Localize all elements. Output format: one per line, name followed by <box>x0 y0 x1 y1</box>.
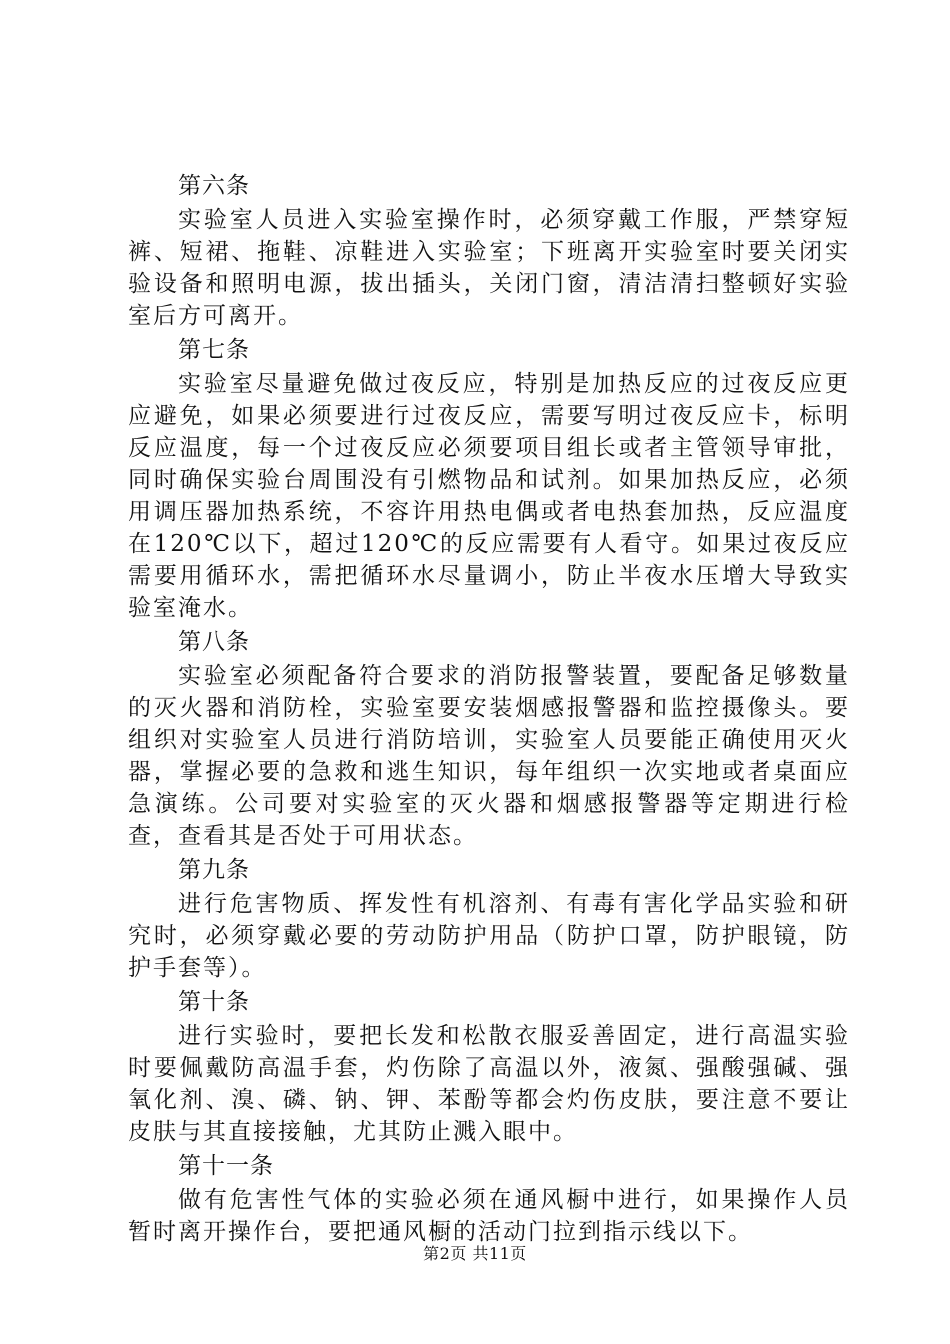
article-body: 进行危害物质、挥发性有机溶剂、有毒有害化学品实验和研究时，必须穿戴必要的劳动防护用品（防护口罩，防护眼镜，防护手套等）。 <box>128 891 850 981</box>
page-number-label: 第2页 共11页 <box>423 1244 527 1263</box>
article-section <box>128 626 850 852</box>
page-footer <box>0 1244 950 1264</box>
article-heading: 第八条 <box>178 629 250 655</box>
article-heading: 第六条 <box>178 173 250 199</box>
article-section <box>128 1150 850 1248</box>
article-section <box>128 986 850 1148</box>
article-section <box>128 334 850 624</box>
article-body: 实验室必须配备符合要求的消防报警装置，要配备足够数量的灭火器和消防栓，实验室要安装烟感报警器和监控摄像头。要组织对实验室人员进行消防培训，实验室人员要能正确使用灭火器，掌握必要的急救和逃生知识，每年组织一次实地或者桌面应急演练。公司要对实验室的灭火器和烟感报警器等定期进行检查，查看其是否处于可用状态。 <box>128 663 850 849</box>
article-heading: 第九条 <box>178 857 250 883</box>
article-body: 进行实验时，要把长发和松散衣服妥善固定，进行高温实验时要佩戴防高温手套，灼伤除了高温以外，液氮、强酸强碱、强氧化剂、溴、磷、钠、钾、苯酚等都会灼伤皮肤，要注意不要让皮肤与其直接接触，尤其防止溅入眼中。 <box>128 1023 850 1145</box>
article-section <box>128 170 850 332</box>
article-body: 实验室人员进入实验室操作时，必须穿戴工作服，严禁穿短裤、短裙、拖鞋、凉鞋进入实验室；下班离开实验室时要关闭实验设备和照明电源，拔出插头，关闭门窗，清洁清扫整顿好实验室后方可离开。 <box>128 207 850 329</box>
article-heading: 第十一条 <box>178 1153 274 1179</box>
article-section <box>128 854 850 984</box>
document-content <box>128 170 850 1250</box>
article-heading: 第十条 <box>178 989 250 1015</box>
article-heading: 第七条 <box>178 337 250 363</box>
article-body: 做有危害性气体的实验必须在通风橱中进行，如果操作人员暂时离开操作台，要把通风橱的活动门拉到指示线以下。 <box>128 1187 850 1245</box>
article-body: 实验室尽量避免做过夜反应，特别是加热反应的过夜反应更应避免，如果必须要进行过夜反应，需要写明过夜反应卡，标明反应温度，每一个过夜反应必须要项目组长或者主管领导审批，同时确保实验台周围没有引燃物品和试剂。如果加热反应，必须用调压器加热系统，不容许用热电偶或者电热套加热，反应温度在120℃以下，超过120℃的反应需要有人看守。如果过夜反应需要用循环水，需把循环水尽量调小，防止半夜水压增大导致实验室淹水。 <box>128 371 850 621</box>
